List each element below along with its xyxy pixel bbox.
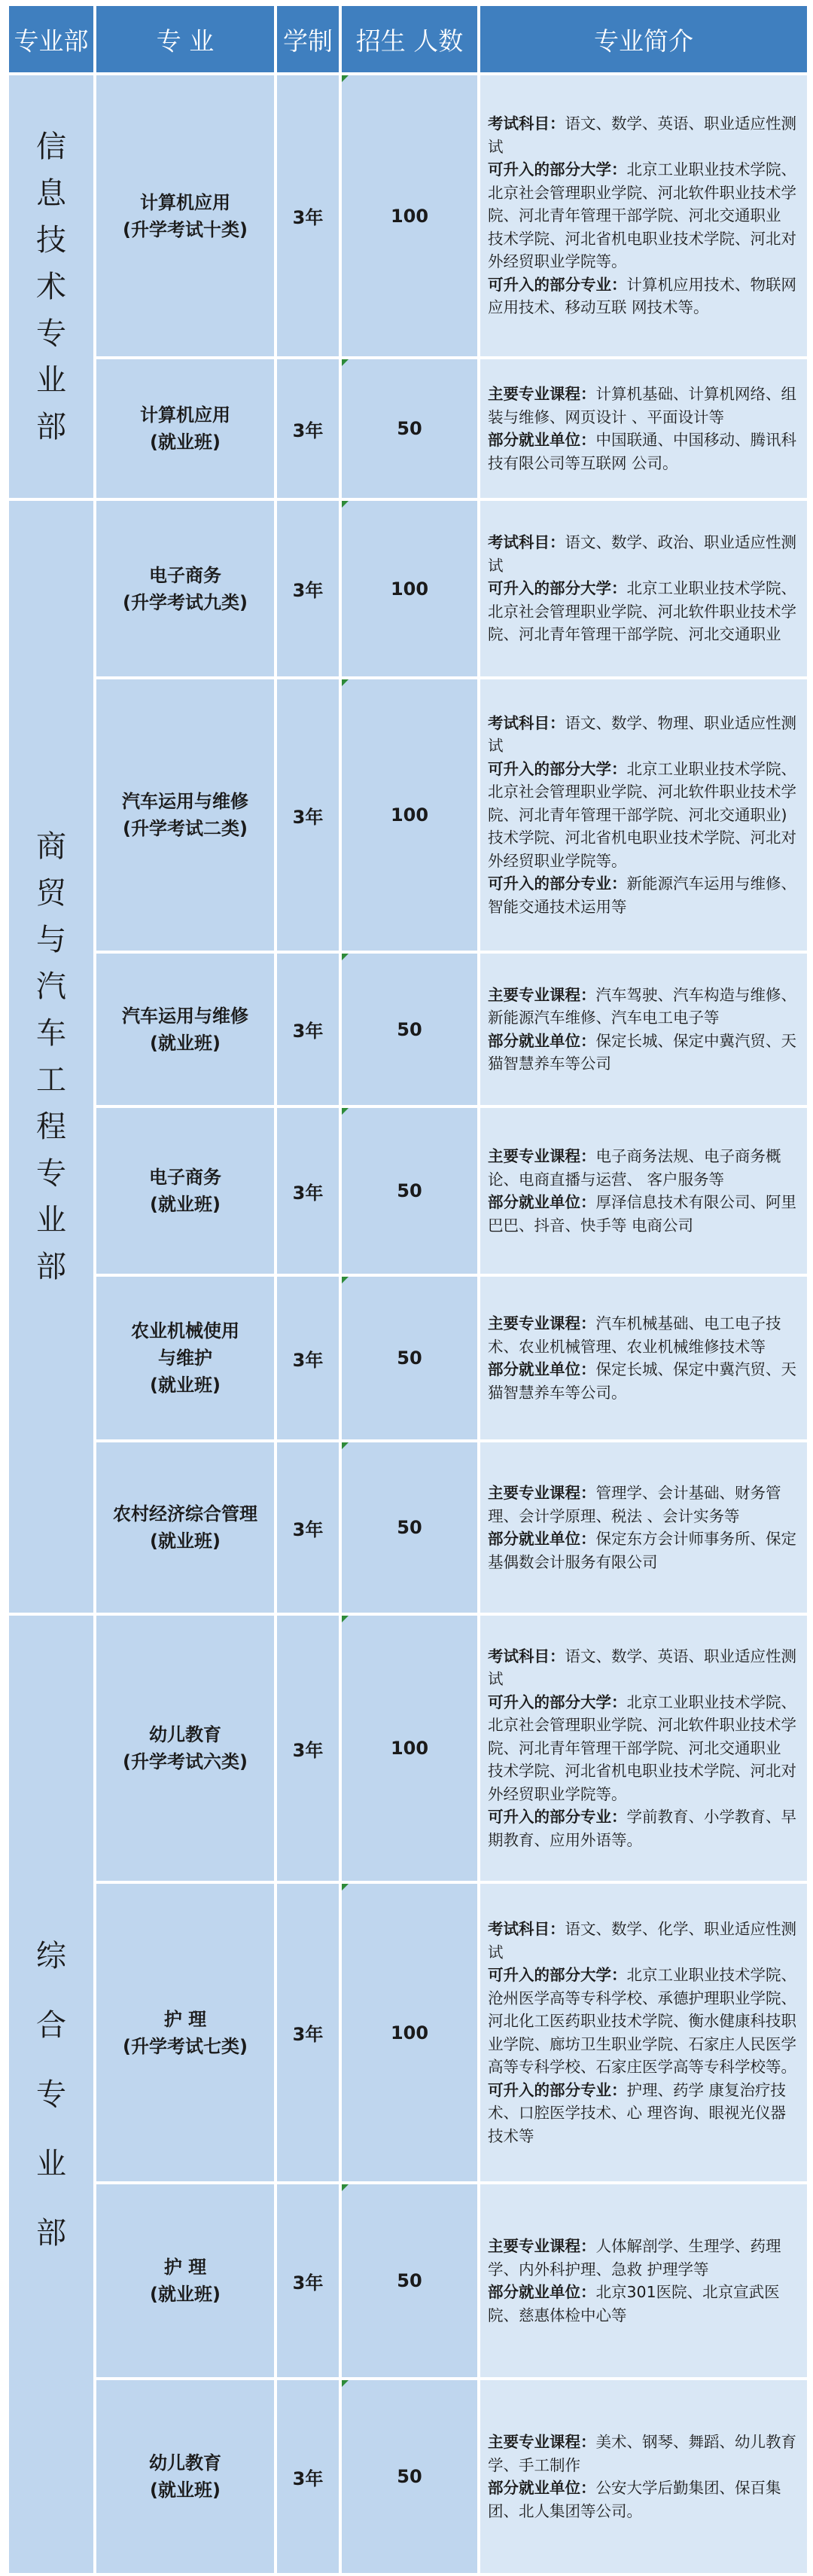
duration-value: 3年 (292, 2468, 324, 2489)
intro-text: 语文、数学、化学、职业适应性测试 (488, 1920, 796, 1961)
major-name: 计算机应用 (140, 191, 230, 213)
intro-text: 语文、数学、政治、职业适应性测试 (488, 533, 796, 575)
table-row (9, 359, 807, 498)
intro-text: 人体解剖学、生理学、药理学、内外科护理、急救 护理学等 (488, 2237, 781, 2278)
department-cell (9, 75, 93, 498)
intro-paragraph (488, 1528, 796, 1573)
intro-label: 可升入的部分专业： (488, 2080, 627, 2099)
duration-cell (277, 1442, 339, 1613)
header-major: 专 业 (96, 6, 274, 72)
intro-paragraph (488, 2079, 796, 2148)
enrollment-cell (342, 1108, 477, 1274)
duration-cell (277, 954, 339, 1105)
intro-text: 学前教育、小学教育、早期教育、应用外语等。 (488, 1808, 796, 1849)
major-name: 电子商务 (149, 1167, 221, 1188)
table-row (9, 1616, 807, 1881)
enrollment-value: 100 (390, 2022, 429, 2043)
duration-cell (277, 359, 339, 498)
major-cell (96, 1616, 274, 1881)
intro-text: 北京301医院、北京宣武医院、慈惠体检中心等 (488, 2283, 780, 2324)
intro-text: 中国联通、中国移动、腾讯科技有限公司等互联网 公司。 (488, 431, 796, 472)
major-name: 护 理 (163, 2257, 207, 2278)
major-cell (96, 75, 274, 356)
major-cell (96, 954, 274, 1105)
major-track: (就业班) (150, 2480, 221, 2501)
intro-text: 计算机基础、计算机网络、组装与维修、网页设计 、平面设计等 (488, 385, 796, 426)
duration-value: 3年 (292, 2272, 324, 2294)
major-name: 农村经济综合管理 (113, 1503, 257, 1525)
intro-text: 北京工业职业技术学院、北京社会管理职业学院、河北软件职业技术学院、河北青年管理干部学院、河北交通职业 技术学院、河北省机电职业技术学院、河北对外经贸职业学院等。 (488, 1692, 796, 1803)
intro-label: 可升入的部分大学： (488, 1966, 627, 1984)
enrollment-value: 50 (397, 1517, 422, 1538)
intro-label: 主要专业课程： (488, 2237, 596, 2255)
major-cell (96, 359, 274, 498)
intro-paragraph (488, 984, 796, 1030)
major-track: (就业班) (150, 2284, 221, 2305)
major-cell (96, 1108, 274, 1274)
intro-text: 北京工业职业技术学院、北京社会管理职业学院、河北软件职业技术学院、河北青年管理干部学院、河北交通职业) 技术学院、河北省机电职业技术学院、河北对外经贸职业学院等。 (488, 759, 796, 870)
intro-text: 语文、数学、英语、职业适应性测试 (488, 1647, 796, 1689)
major-name: 汽车运用与维修 (122, 791, 248, 812)
intro-paragraph (488, 1358, 796, 1404)
intro-cell (480, 2380, 807, 2573)
enrollment-value: 50 (397, 1180, 422, 1201)
intro-paragraph (488, 1145, 796, 1191)
intro-paragraph (488, 112, 796, 158)
duration-cell (277, 2184, 339, 2377)
intro-label: 主要专业课程： (488, 1314, 596, 1332)
table-row (9, 2184, 807, 2377)
intro-text: 汽车机械基础、电工电子技术、农业机械管理、农业机械维修技术等 (488, 1314, 781, 1356)
intro-text: 语文、数学、物理、职业适应性测试 (488, 713, 796, 755)
major-track: (就业班) (150, 432, 221, 453)
intro-text: 保定长城、保定中冀汽贸、天猫智慧养车等公司 (488, 1031, 796, 1073)
duration-value: 3年 (292, 420, 324, 441)
enrollment-value: 100 (390, 578, 429, 600)
intro-label: 可升入的部分大学： (488, 1692, 627, 1711)
duration-cell (277, 1884, 339, 2181)
duration-cell (277, 1108, 339, 1274)
intro-cell (480, 2184, 807, 2377)
enrollment-cell (342, 1616, 477, 1881)
table-row (9, 954, 807, 1105)
table-row (9, 1277, 807, 1439)
enrollment-value: 50 (397, 418, 422, 439)
duration-cell (277, 679, 339, 951)
enrollment-cell (342, 1277, 477, 1439)
intro-paragraph (488, 1964, 796, 2079)
duration-value: 3年 (292, 2024, 324, 2045)
major-cell (96, 501, 274, 676)
intro-paragraph (488, 2235, 796, 2281)
intro-label: 主要专业课程： (488, 985, 596, 1004)
enrollment-cell (342, 501, 477, 676)
duration-value: 3年 (292, 1021, 324, 1042)
table-row (9, 75, 807, 356)
major-name: 电子商务 (149, 564, 221, 586)
intro-paragraph (488, 383, 796, 429)
intro-label: 可升入的部分大学： (488, 579, 627, 598)
intro-paragraph (488, 2477, 796, 2523)
table-row (9, 1108, 807, 1274)
duration-value: 3年 (292, 806, 324, 828)
intro-label: 考试科目： (488, 1920, 565, 1938)
enrollment-cell (342, 75, 477, 356)
intro-paragraph (488, 1691, 796, 1806)
intro-paragraph (488, 1030, 796, 1076)
table-row (9, 1442, 807, 1613)
department-name: 综合专业部 (36, 1938, 66, 2251)
intro-label: 部分就业单位： (488, 2479, 596, 2497)
duration-value: 3年 (292, 580, 324, 601)
majors-table (6, 3, 810, 2576)
intro-label: 可升入的部分专业： (488, 275, 627, 294)
intro-text: 汽车驾驶、汽车构造与维修、新能源汽车维修、汽车电工电子等 (488, 985, 796, 1027)
intro-paragraph (488, 712, 796, 758)
department-cell (9, 501, 93, 1613)
intro-label: 部分就业单位： (488, 431, 596, 449)
intro-cell (480, 359, 807, 498)
intro-paragraph (488, 2281, 796, 2327)
intro-paragraph (488, 158, 796, 273)
major-track: (升学考试二类) (123, 818, 248, 839)
major-name: 农业机械使用 (131, 1320, 239, 1341)
intro-text: 北京工业职业技术学院、北京社会管理职业学院、河北软件职业技术学院、河北青年管理干部学院、河北交通职业 技术学院、河北省机电职业技术学院、河北对外经贸职业学院等。 (488, 160, 796, 271)
intro-paragraph (488, 1482, 796, 1528)
enrollment-cell (342, 1884, 477, 2181)
intro-cell (480, 1108, 807, 1274)
enrollment-value: 50 (397, 1348, 422, 1369)
intro-paragraph (488, 1191, 796, 1237)
intro-label: 主要专业课程： (488, 385, 596, 403)
duration-value: 3年 (292, 1182, 324, 1204)
enrollment-value: 100 (390, 1738, 429, 1759)
intro-paragraph (488, 531, 796, 577)
duration-value: 3年 (292, 207, 324, 228)
intro-label: 可升入的部分专业： (488, 874, 627, 893)
intro-paragraph (488, 872, 796, 918)
intro-text: 电子商务法规、电子商务概论、电商直播与运营、 客户服务等 (488, 1147, 781, 1189)
enrollment-cell (342, 1442, 477, 1613)
intro-text: 美术、钢琴、舞蹈、幼儿教育学、手工制作 (488, 2433, 796, 2474)
header-department: 专业部 (9, 6, 93, 72)
major-name: 幼儿教育 (149, 2452, 221, 2474)
intro-label: 部分就业单位： (488, 1193, 596, 1211)
intro-paragraph (488, 1645, 796, 1691)
major-track: (升学考试六类) (123, 1751, 248, 1772)
major-track-2: (就业班) (150, 1375, 221, 1396)
duration-cell (277, 501, 339, 676)
enrollment-cell (342, 679, 477, 951)
duration-cell (277, 1277, 339, 1439)
intro-text: 北京工业职业技术学院、北京社会管理职业学院、河北软件职业技术学院、河北青年管理干部学院、河北交通职业 (488, 579, 796, 644)
major-cell (96, 679, 274, 951)
major-track: (就业班) (150, 1194, 221, 1215)
major-name: 汽车运用与维修 (122, 1005, 248, 1027)
intro-paragraph (488, 758, 796, 873)
intro-text: 公安大学后勤集团、保百集团、北人集团等公司。 (488, 2479, 781, 2520)
intro-text: 管理学、会计基础、财务管理、会计学原理、税法 、会计实务等 (488, 1484, 781, 1525)
table-row (9, 501, 807, 676)
header-intro: 专业简介 (480, 6, 807, 72)
enrollment-cell (342, 359, 477, 498)
table-row (9, 1884, 807, 2181)
intro-cell (480, 501, 807, 676)
intro-text: 保定长城、保定中冀汽贸、天猫智慧养车等公司。 (488, 1360, 796, 1402)
major-name: 幼儿教育 (149, 1724, 221, 1745)
major-track: (升学考试九类) (123, 591, 248, 613)
major-track: 与维护 (158, 1348, 212, 1369)
intro-label: 部分就业单位： (488, 1031, 596, 1050)
intro-cell (480, 1442, 807, 1613)
duration-value: 3年 (292, 1349, 324, 1371)
major-cell (96, 1277, 274, 1439)
intro-label: 部分就业单位： (488, 2283, 596, 2301)
intro-paragraph (488, 1805, 796, 1851)
department-name: 信息技术专业部 (36, 129, 66, 444)
enrollment-value: 50 (397, 2466, 422, 2487)
intro-text: 厚泽信息技术有限公司、阿里巴巴、抖音、快手等 电商公司 (488, 1193, 796, 1235)
major-name: 护 理 (163, 2008, 207, 2030)
intro-paragraph (488, 1918, 796, 1964)
table-row (9, 2380, 807, 2573)
major-cell (96, 2380, 274, 2573)
major-cell (96, 2184, 274, 2377)
intro-label: 可升入的部分大学： (488, 759, 627, 778)
enrollment-cell (342, 2184, 477, 2377)
intro-cell (480, 1616, 807, 1881)
enrollment-cell (342, 2380, 477, 2573)
intro-cell (480, 679, 807, 951)
intro-label: 考试科目： (488, 1647, 565, 1665)
major-track: (就业班) (150, 1531, 221, 1552)
major-track: (升学考试七类) (123, 2035, 248, 2057)
intro-label: 可升入的部分专业： (488, 1808, 627, 1827)
intro-text: 北京工业职业技术学院、沧州医学高等专科学校、承德护理职业学院、河北化工医药职业技术学院、衡水健康科技职业学院、廊坊卫生职业学院、石家庄人民医学高等专科学校、石家庄医学高等专科学校等。 (488, 1966, 796, 2076)
intro-text: 计算机应用技术、物联网应用技术、移动互联 网技术等。 (488, 275, 796, 317)
intro-paragraph (488, 273, 796, 319)
duration-value: 3年 (292, 1518, 324, 1540)
enrollment-cell (342, 954, 477, 1105)
intro-text: 护理、药学 康复治疗技术、口腔医学技术、心 理咨询、眼视光仪器技术等 (488, 2080, 787, 2145)
major-track: (就业班) (150, 1032, 221, 1054)
intro-label: 主要专业课程： (488, 1484, 596, 1502)
enrollment-value: 100 (390, 205, 429, 227)
intro-paragraph (488, 2431, 796, 2477)
enrollment-value: 50 (397, 1018, 422, 1040)
intro-text: 语文、数学、英语、职业适应性测试 (488, 114, 796, 156)
intro-label: 主要专业课程： (488, 1147, 596, 1165)
header-row (9, 6, 807, 72)
intro-label: 部分就业单位： (488, 1530, 596, 1548)
major-cell (96, 1442, 274, 1613)
duration-value: 3年 (292, 1739, 324, 1761)
intro-label: 可升入的部分大学： (488, 160, 627, 179)
duration-cell (277, 75, 339, 356)
major-track: (升学考试十类) (123, 218, 248, 240)
table-row (9, 679, 807, 951)
intro-cell (480, 1884, 807, 2181)
duration-cell (277, 1616, 339, 1881)
major-cell (96, 1884, 274, 2181)
intro-label: 考试科目： (488, 533, 565, 552)
intro-label: 部分就业单位： (488, 1360, 596, 1378)
department-name: 商贸与汽车工程专业部 (36, 829, 66, 1284)
intro-text: 保定东方会计师事务所、保定基偶数会计服务有限公司 (488, 1530, 796, 1571)
header-duration: 学制 (277, 6, 339, 72)
intro-label: 主要专业课程： (488, 2433, 596, 2451)
header-enrollment: 招生 人数 (342, 6, 477, 72)
enrollment-value: 50 (397, 2270, 422, 2291)
intro-paragraph (488, 577, 796, 646)
major-name: 计算机应用 (140, 404, 230, 426)
intro-label: 考试科目： (488, 114, 565, 133)
intro-cell (480, 1277, 807, 1439)
intro-label: 考试科目： (488, 713, 565, 732)
intro-cell (480, 954, 807, 1105)
intro-cell (480, 75, 807, 356)
duration-cell (277, 2380, 339, 2573)
intro-paragraph (488, 429, 796, 475)
intro-text: 新能源汽车运用与维修、智能交通技术运用等 (488, 874, 796, 916)
department-cell (9, 1616, 93, 2573)
intro-paragraph (488, 1312, 796, 1358)
enrollment-value: 100 (390, 804, 429, 826)
